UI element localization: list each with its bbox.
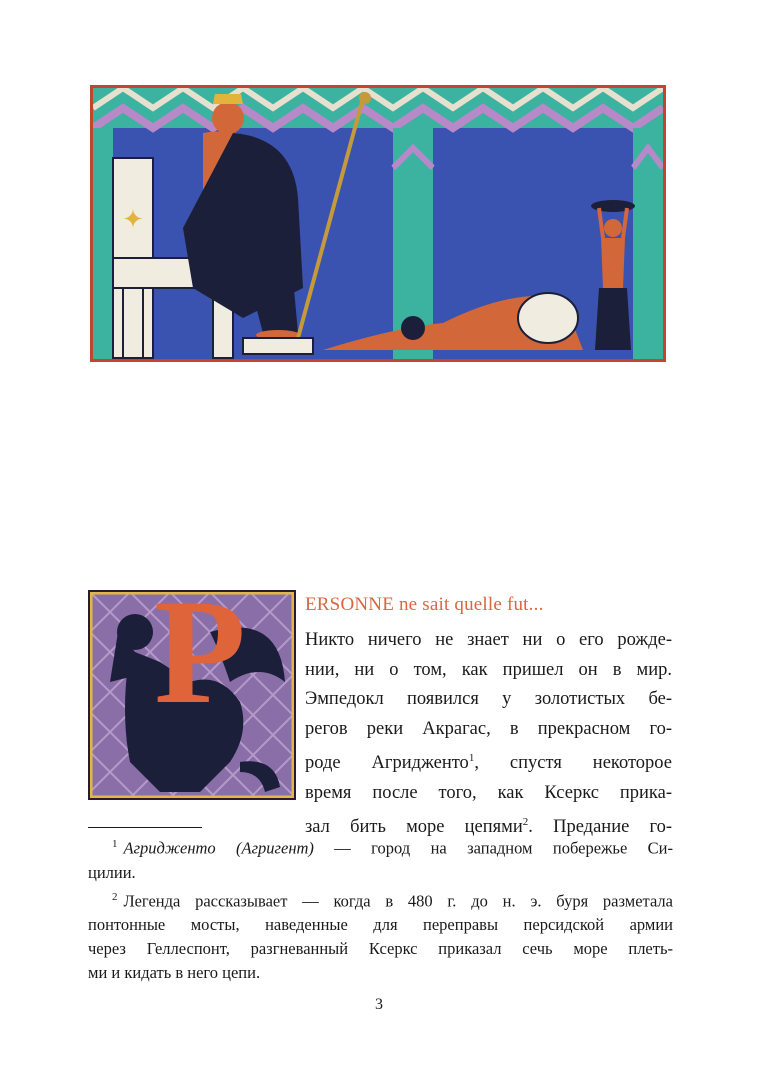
initial-letter: P (154, 592, 246, 735)
decorated-initial (88, 590, 296, 800)
footnote-2-line: через Геллеспонт, разгневанный Ксеркс приказал сечь море плеть- (88, 939, 673, 958)
footnote-ref[interactable]: 2 (522, 816, 529, 829)
body-line: Никто ничего не знает ни о его рожде- (305, 630, 672, 650)
body-line: зал бить море цепями$^2$. Предание го- (305, 816, 673, 838)
footnote-2-line (88, 885, 673, 914)
footnotes (88, 832, 673, 985)
body-fragment: зал бить море цепями (305, 817, 523, 838)
lead-line: ERSONNE ne sait quelle fut... (305, 594, 544, 615)
footnote-2-line: ми и кидать в него цепи. (88, 963, 261, 982)
illustration-art (93, 88, 663, 359)
footnote-term: Агридженто (Агригент) (123, 838, 314, 858)
body-fragment: роде Агридженто (305, 753, 469, 774)
footnote-text: — город на западном побережье Си- (313, 838, 673, 858)
body-line (305, 744, 672, 779)
body-line: нии, ни о том, как пришел он в мир. (305, 659, 672, 680)
footnote-text: Легенда рассказывает — когда в 480 г. до н. э. буря разметала (123, 891, 673, 910)
footnote-mark: 2 (112, 890, 118, 903)
top-illustration (90, 85, 666, 362)
body-fragment: , спустя некоторое (474, 753, 672, 774)
footnote-1-line: цилии. (88, 862, 136, 882)
svg-text:✦: ✦ (122, 205, 144, 235)
body-line: регов реки Акрагас, в прекрасном го- (305, 718, 672, 739)
body-fragment: Предание го- (553, 817, 673, 838)
footnote-mark: 1 (112, 838, 118, 850)
body-line: время после того, как Ксеркс прика- (305, 782, 672, 803)
footnote-rule (88, 827, 202, 828)
footnote-1-line (88, 832, 673, 861)
page-number: 3 (375, 996, 383, 1013)
body-text (305, 626, 672, 843)
footnote-ref[interactable]: 1 (468, 752, 475, 764)
sphinx-initial-art (90, 592, 294, 798)
footnote-2-line: понтонные мосты, наведенные для переправы персидской армии (88, 915, 673, 934)
body-line: Эмпедокл появился у золотистых бе- (305, 689, 672, 709)
